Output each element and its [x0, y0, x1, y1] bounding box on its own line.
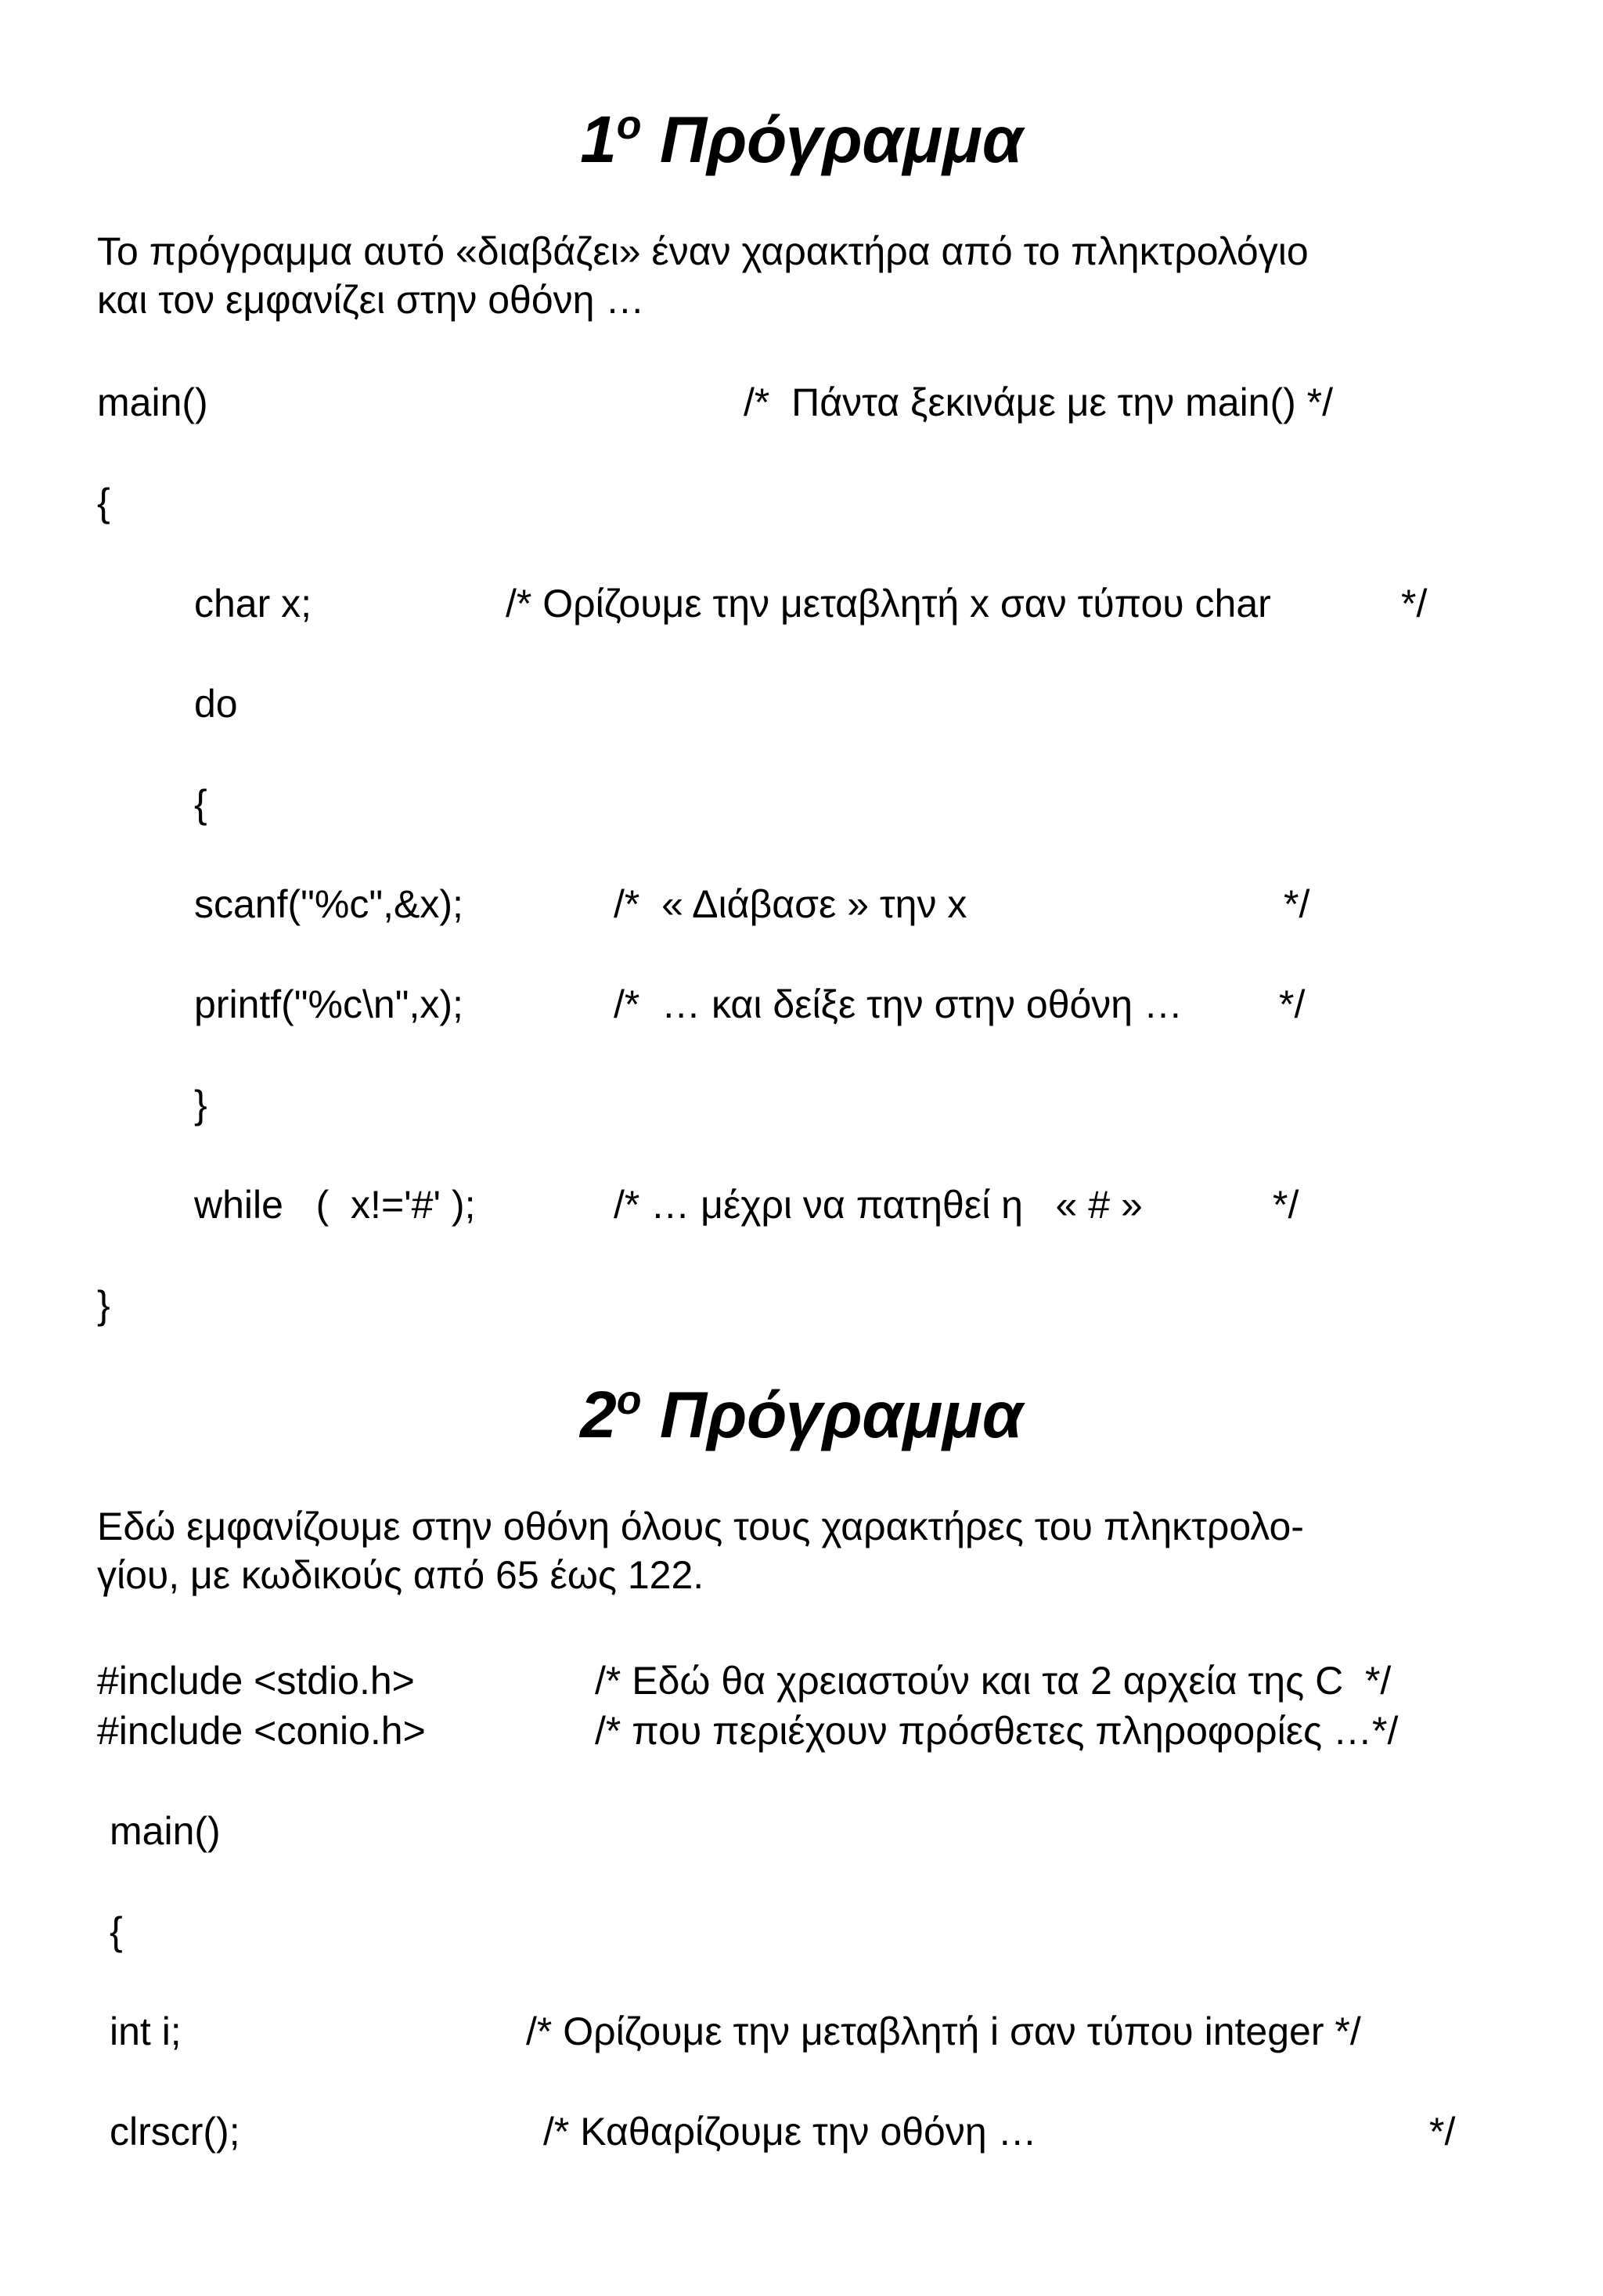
code-comment-end: */ [1401, 582, 1428, 625]
program2-description-line1: Εδώ εμφανίζουμε στην οθόνη όλους τους χαρακτήρες του πληκτρολο- [97, 1505, 1304, 1548]
code-text: #include <stdio.h> [97, 1659, 415, 1703]
code-comment: /* … μέχρι να πατηθεί η « # » [614, 1183, 1143, 1227]
program1-code-line [194, 1081, 1525, 1175]
program2-code-line [110, 2108, 1550, 2296]
code-comment: /* που περιέχουν πρόσθετες πληροφορίες …*/ [595, 1709, 1399, 1753]
program1-description-line2: και τον εμφανίζει στην οθόνη … [97, 278, 645, 322]
code-comment: /* … και δείξε την στην οθόνη … [614, 982, 1183, 1026]
code-text: { [194, 782, 207, 826]
code-comment-end: */ [1279, 982, 1306, 1026]
program1-description-line1: Το πρόγραμμα αυτό «διαβάζει» έναν χαρακτήρα από το πληκτρολόγιο [97, 229, 1309, 273]
code-text: { [110, 1909, 123, 1953]
code-text: main() [97, 380, 208, 424]
code-text: main() [110, 1809, 221, 1853]
program2-title-superscript: ο [616, 1378, 642, 1423]
program1-code-line [97, 1281, 1506, 1375]
program1-code-line [97, 479, 1506, 573]
program2-title-number: 2 [580, 1378, 617, 1451]
program2-description [97, 1502, 1522, 1599]
code-text: scanf("%c",&x); [194, 882, 463, 926]
program2-title [0, 1375, 1603, 1454]
code-text: clrscr(); [110, 2110, 240, 2154]
program2-code-line [110, 1908, 1550, 2002]
code-comment: /* « Διάβασε » την x [614, 882, 967, 926]
program2-code-line [110, 1808, 1550, 1901]
program2-title-word: Πρόγραμμα [659, 1378, 1023, 1451]
program1-title-superscript: ο [616, 103, 642, 148]
program1-title-number: 1 [580, 103, 617, 176]
program1-title-word: Πρόγραμμα [659, 103, 1023, 176]
code-comment: /* Πάντα ξεκινάμε με την main() */ [744, 380, 1334, 424]
code-text: int i; [110, 2009, 182, 2053]
code-comment-end: */ [1429, 2110, 1456, 2154]
code-comment: /* Καθαρίζουμε την οθόνη … [543, 2110, 1037, 2154]
code-text: char x; [194, 582, 312, 625]
program1-code-line [194, 680, 1525, 774]
program1-code-line [194, 780, 1525, 874]
code-text: } [97, 1283, 110, 1327]
program1-title [0, 100, 1603, 178]
code-comment: /* Εδώ θα χρειαστούν και τα 2 αρχεία της C */ [595, 1659, 1392, 1703]
code-comment-end: */ [1273, 1183, 1299, 1227]
program2-description-line2: γίου, με κωδικούς από 65 έως 122. [97, 1553, 704, 1597]
code-text: } [194, 1083, 207, 1126]
code-text: printf("%c\n",x); [194, 982, 463, 1026]
code-text: { [97, 481, 110, 524]
code-text: while ( x!='#' ); [194, 1183, 476, 1227]
code-text: #include <conio.h> [97, 1709, 426, 1753]
code-text: do [194, 682, 238, 726]
code-comment: /* Ορίζουμε την μεταβλητή x σαν τύπου char [506, 582, 1271, 625]
code-comment-end: */ [1284, 882, 1310, 926]
program1-description [97, 227, 1522, 324]
code-comment: /* Ορίζουμε την μεταβλητή i σαν τύπου integer */ [526, 2009, 1361, 2053]
